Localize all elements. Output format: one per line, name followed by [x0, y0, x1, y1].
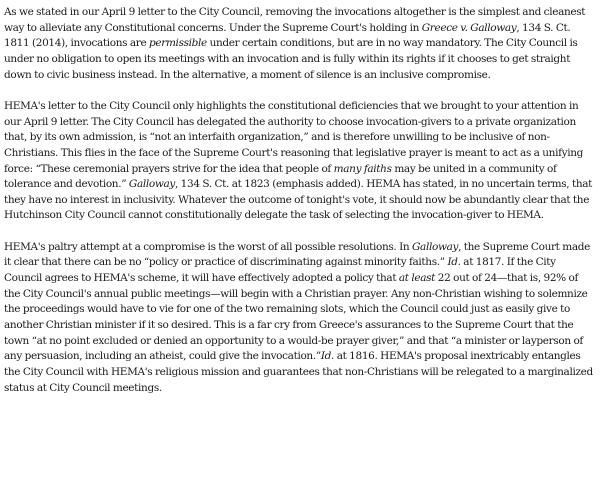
text-run: , 134 S. Ct. at 1823 (emphasis added). HEMA has stated, in no uncertain terms, that they have no interest in inclusivity. Whatever the outcome of tonight's vote, it should now be abundantly clear that the Hutchinson City Council cannot constitutionally delegate the task of selecting the invocation-giver to HEMA. — [4, 178, 593, 222]
italic-text: permissible — [149, 37, 207, 50]
paragraph-2 — [4, 99, 596, 224]
text-run: 22 out of 24—that is, 92% of the City Council's annual public meetings—will begin with a Christian prayer. Any non-Christian wishing to solemnize the proceedings would have to vie for one of the two remaining slots, which the Council could just as easily give to another Christian minister if it so desired. This is a far cry from Greece's assurances to the Supreme Court that the town “at no point excluded or denied an opportunity to a would-be prayer giver,” and that “a minister or layperson of any persuasion, including an atheist, could give the invocation.” — [4, 272, 588, 363]
paragraph-3 — [4, 240, 596, 397]
text-run: HEMA's letter to the City Council only highlights the constitutional deficiencies that we brought to your attention in our April 9 letter. The City Council has delegated the authority to choose invocation-givers to a private organization that, by its own admission, is “not an interfaith organization,” and is therefore unwilling to be inclusive of non-Christians. This flies in the face of the Supreme Court's reasoning that legislative prayer is meant to act as a unifying force: “These ceremonial prayers strive for the idea that people of — [4, 99, 584, 175]
text-run: , the Supreme Court made it clear that there can be no “policy or practice of discriminating against minority faiths.” — [4, 240, 590, 269]
italic-text: Id. — [320, 350, 335, 363]
paragraph-1 — [4, 5, 596, 83]
text-run: HEMA's paltry attempt at a compromise is the worst of all possible resolutions. In — [4, 240, 413, 253]
text-run: , 134 S. Ct. 1811 (2014), invocations are — [4, 21, 571, 50]
text-run: As we stated in our April 9 letter to the City Council, removing the invocations altogether is the simplest and cleanest way to alleviate any Constitutional concerns. Under the Supreme Court's holding in — [4, 6, 586, 34]
text-run: at 1816. HEMA's proposal inextricably entangles the City Council with HEMA's religious mission and guarantees that non-Christians will be relegated to a marginalized status at City Council meetings. — [4, 350, 593, 394]
text-run: under certain conditions, but are in no way mandatory. The City Council is under no obligation to open its meetings with an invocation and is fully within its rights if it chooses to get straight down to civic business instead. In the alternative, a moment of silence is an inclusive compromise. — [4, 37, 578, 81]
text-run: at 1817. If the City Council agrees to HEMA's scheme, it will have effectively adopted a policy that — [4, 256, 556, 285]
italic-text: Galloway — [412, 240, 459, 253]
letter-page — [4, 5, 596, 475]
italic-text: Galloway — [128, 178, 175, 191]
italic-text: Id. — [447, 256, 461, 269]
italic-text: Greece v. Galloway — [421, 21, 517, 34]
text-run: may be united in a community of tolerance and devotion.” — [4, 162, 557, 191]
italic-text: many faiths — [333, 162, 392, 175]
italic-text: at least — [398, 272, 436, 285]
